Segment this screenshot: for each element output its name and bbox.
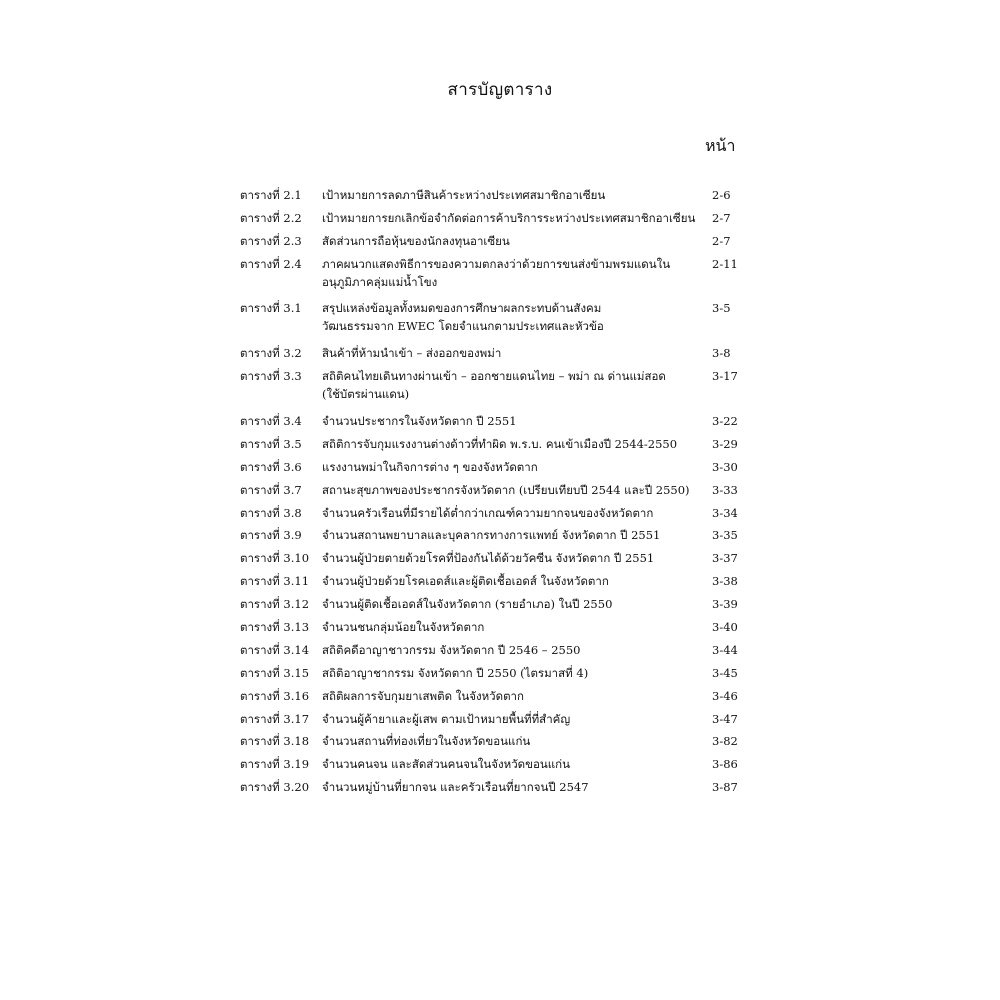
toc-entry-number: ตารางที่ 2.1 bbox=[240, 188, 302, 202]
toc-entry bbox=[240, 504, 740, 527]
toc-entry-title bbox=[322, 504, 712, 522]
toc-entry-page: 3-5 bbox=[712, 301, 731, 316]
toc-entry-title-line: จำนวนผู้ป่วยตายด้วยโรคที่ป้องกันได้ด้วยวัคซีน จังหวัดตาก ปี 2551 bbox=[322, 551, 655, 566]
toc-entry-page: 2-6 bbox=[712, 188, 731, 202]
toc-entry-title-line: จำนวนผู้ค้ายาและผู้เสพ ตามเป้าหมายพื้นที่ที่สำคัญ bbox=[322, 711, 571, 726]
toc-entry-page: 3-38 bbox=[712, 574, 738, 589]
toc-entry-number: ตารางที่ 3.10 bbox=[240, 551, 310, 566]
toc-entry bbox=[240, 367, 740, 412]
toc-entry bbox=[240, 526, 740, 549]
toc-entry-title-line: สัดส่วนการถือหุ้นของนักลงทุนอาเซียน bbox=[322, 233, 510, 248]
toc-entry-title-line: จำนวนชนกลุ่มน้อยในจังหวัดตาก bbox=[322, 619, 485, 634]
toc-entry-title bbox=[322, 344, 712, 362]
toc-entry-number: ตารางที่ 3.9 bbox=[240, 528, 302, 543]
toc-entry-title bbox=[322, 435, 712, 453]
toc-entry-page: 3-82 bbox=[712, 734, 738, 749]
toc-entry-title-line: จำนวนคนจน และสัดส่วนคนจนในจังหวัดขอนแก่น bbox=[322, 757, 571, 772]
toc-entry bbox=[240, 732, 740, 755]
toc-entry bbox=[240, 186, 740, 209]
toc-entry bbox=[240, 299, 740, 344]
toc-entry bbox=[240, 344, 740, 367]
toc-entry bbox=[240, 549, 740, 572]
toc-entry-number: ตารางที่ 3.17 bbox=[240, 711, 310, 726]
toc-entry-title bbox=[322, 664, 712, 682]
toc-entry-title-line: จำนวนสถานพยาบาลและบุคลากรทางการแพทย์ จังหวัดตาก ปี 2551 bbox=[322, 528, 661, 543]
toc-entry-title bbox=[322, 299, 712, 335]
toc-entry-page: 3-30 bbox=[712, 459, 738, 474]
toc-entry-title bbox=[322, 526, 712, 544]
toc-entry bbox=[240, 618, 740, 641]
toc-entry-title-line: สินค้าที่ห้ามนำเข้า – ส่งออกของพม่า bbox=[322, 346, 502, 361]
toc-entry-number: ตารางที่ 3.11 bbox=[240, 574, 310, 589]
toc-entry-page: 3-22 bbox=[712, 413, 738, 428]
toc-entry-page: 3-37 bbox=[712, 551, 738, 566]
toc-entry-title bbox=[322, 778, 712, 796]
toc-entry-title bbox=[322, 549, 712, 567]
toc-entry-page: 3-87 bbox=[712, 780, 738, 795]
toc-entry-page: 3-33 bbox=[712, 482, 738, 497]
toc-entry-number: ตารางที่ 3.4 bbox=[240, 413, 302, 428]
toc-entry bbox=[240, 209, 740, 232]
toc-entry-page: 2-7 bbox=[712, 233, 731, 248]
toc-entry bbox=[240, 435, 740, 458]
toc-entry-page: 3-47 bbox=[712, 711, 738, 726]
toc-entry-number: ตารางที่ 3.3 bbox=[240, 369, 302, 384]
toc-entry-page: 3-46 bbox=[712, 688, 738, 703]
toc-entry-page: 2-7 bbox=[712, 210, 731, 225]
toc-entry-page: 3-35 bbox=[712, 528, 738, 543]
toc-entry-title bbox=[322, 458, 712, 476]
toc-entry bbox=[240, 572, 740, 595]
toc-entry-title bbox=[322, 732, 712, 750]
toc-entry-title bbox=[322, 641, 712, 659]
toc-entry-number: ตารางที่ 2.2 bbox=[240, 210, 302, 225]
toc-entry bbox=[240, 710, 740, 733]
toc-entry-title-line: จำนวนผู้ติดเชื้อเอดส์ในจังหวัดตาก (รายอำเภอ) ในปี 2550 bbox=[322, 597, 613, 612]
toc-entry-title-line: จำนวนสถานที่ท่องเที่ยวในจังหวัดขอนแก่น bbox=[322, 734, 531, 749]
toc-entry-page: 3-34 bbox=[712, 505, 738, 520]
toc-entry-number: ตารางที่ 3.13 bbox=[240, 619, 310, 634]
toc-entry-number: ตารางที่ 3.20 bbox=[240, 780, 310, 795]
table-of-tables-list bbox=[240, 186, 740, 801]
toc-entry-title-line: อนุภูมิภาคลุ่มแม่น้ำโขง bbox=[322, 274, 438, 289]
toc-entry-page: 3-8 bbox=[712, 346, 731, 361]
toc-entry-title bbox=[322, 209, 712, 227]
toc-entry-title bbox=[322, 618, 712, 636]
toc-entry-title bbox=[322, 572, 712, 590]
toc-entry-title bbox=[322, 710, 712, 728]
toc-entry bbox=[240, 255, 740, 300]
toc-entry bbox=[240, 458, 740, 481]
toc-entry-title bbox=[322, 755, 712, 773]
toc-entry-title-line: (ใช้บัตรผ่านแดน) bbox=[322, 387, 410, 402]
toc-entry bbox=[240, 641, 740, 664]
toc-entry-page: 3-40 bbox=[712, 619, 738, 634]
toc-entry-title-line: สถิติคดีอาญาชาวกรรม จังหวัดตาก ปี 2546 – 2550 bbox=[322, 642, 581, 657]
toc-entry-title bbox=[322, 687, 712, 705]
toc-entry-title-line: ภาคผนวกแสดงพิธีการของความตกลงว่าด้วยการขนส่งข้ามพรมแดนใน bbox=[322, 256, 671, 271]
toc-entry-page: 3-39 bbox=[712, 597, 738, 612]
toc-entry-number: ตารางที่ 3.18 bbox=[240, 734, 310, 749]
toc-entry-number: ตารางที่ 3.12 bbox=[240, 597, 310, 612]
toc-entry-title-line: แรงงานพม่าในกิจการต่าง ๆ ของจังหวัดตาก bbox=[322, 459, 538, 474]
toc-entry-number: ตารางที่ 3.5 bbox=[240, 436, 302, 451]
toc-entry-title-line: เป้าหมายการยกเลิกข้อจำกัดต่อการค้าบริการระหว่างประเทศสมาชิกอาเซียน bbox=[322, 210, 696, 225]
toc-entry-number: ตารางที่ 3.1 bbox=[240, 301, 302, 316]
toc-entry-page: 3-29 bbox=[712, 436, 738, 451]
toc-entry bbox=[240, 481, 740, 504]
toc-entry-number: ตารางที่ 3.2 bbox=[240, 346, 302, 361]
toc-entry-title bbox=[322, 255, 712, 291]
toc-entry-title bbox=[322, 186, 712, 204]
toc-entry-page: 3-44 bbox=[712, 642, 738, 657]
toc-entry-page: 3-86 bbox=[712, 757, 738, 772]
toc-entry bbox=[240, 755, 740, 778]
toc-entry-page: 2-11 bbox=[712, 256, 738, 271]
toc-entry-title-line: จำนวนผู้ป่วยด้วยโรคเอดส์และผู้ติดเชื้อเอดส์ ในจังหวัดตาก bbox=[322, 574, 609, 589]
toc-entry-number: ตารางที่ 3.14 bbox=[240, 642, 310, 657]
toc-entry bbox=[240, 595, 740, 618]
toc-entry-title-line: สถิติอาญาชากรรม จังหวัดตาก ปี 2550 (ไตรมาสที่ 4) bbox=[322, 665, 589, 680]
page-title: สารบัญตาราง bbox=[447, 80, 553, 100]
toc-entry-title bbox=[322, 232, 712, 250]
toc-entry-title-line: สถิติคนไทยเดินทางผ่านเข้า – ออกชายแดนไทย – พม่า ณ ด่านแม่สอด bbox=[322, 369, 666, 384]
toc-entry bbox=[240, 778, 740, 801]
toc-entry-title-line: สถานะสุขภาพของประชากรจังหวัดตาก (เปรียบเทียบปี 2544 และปี 2550) bbox=[322, 482, 690, 497]
toc-entry bbox=[240, 232, 740, 255]
toc-entry-title-line: วัฒนธรรมจาก EWEC โดยจำแนกตามประเทศและหัวข้อ bbox=[322, 319, 604, 334]
toc-entry-number: ตารางที่ 2.3 bbox=[240, 233, 302, 248]
toc-entry-title-line: สถิติการจับกุมแรงงานต่างด้าวที่ทำผิด พ.ร.บ. คนเข้าเมืองปี 2544-2550 bbox=[322, 436, 678, 451]
toc-entry-number: ตารางที่ 3.8 bbox=[240, 505, 302, 520]
toc-entry-page: 3-17 bbox=[712, 369, 738, 384]
toc-entry bbox=[240, 687, 740, 710]
toc-entry bbox=[240, 664, 740, 687]
toc-entry-title-line: เป้าหมายการลดภาษีสินค้าระหว่างประเทศสมาชิกอาเซียน bbox=[322, 188, 606, 202]
toc-entry-page: 3-45 bbox=[712, 665, 738, 680]
toc-entry bbox=[240, 412, 740, 435]
toc-entry-title-line: จำนวนครัวเรือนที่มีรายได้ต่ำกว่าเกณฑ์ความยากจนของจังหวัดตาก bbox=[322, 505, 654, 520]
toc-entry-number: ตารางที่ 2.4 bbox=[240, 256, 302, 271]
toc-entry-title bbox=[322, 595, 712, 613]
toc-entry-number: ตารางที่ 3.6 bbox=[240, 459, 302, 474]
toc-entry-title bbox=[322, 412, 712, 430]
toc-entry-number: ตารางที่ 3.19 bbox=[240, 757, 310, 772]
page-column-label: หน้า bbox=[705, 136, 736, 155]
toc-entry-title-line: จำนวนประชากรในจังหวัดตาก ปี 2551 bbox=[322, 413, 517, 428]
toc-entry-title-line: สถิติผลการจับกุมยาเสพติด ในจังหวัดตาก bbox=[322, 688, 524, 703]
toc-entry-number: ตารางที่ 3.7 bbox=[240, 482, 302, 497]
toc-entry-number: ตารางที่ 3.15 bbox=[240, 665, 310, 680]
toc-entry-title-line: จำนวนหมู่บ้านที่ยากจน และครัวเรือนที่ยากจนปี 2547 bbox=[322, 780, 589, 795]
toc-entry-title bbox=[322, 367, 712, 403]
toc-entry-number: ตารางที่ 3.16 bbox=[240, 688, 310, 703]
toc-entry-title-line: สรุปแหล่งข้อมูลทั้งหมดของการศึกษาผลกระทบด้านสังคม bbox=[322, 301, 602, 316]
toc-entry-title bbox=[322, 481, 712, 499]
